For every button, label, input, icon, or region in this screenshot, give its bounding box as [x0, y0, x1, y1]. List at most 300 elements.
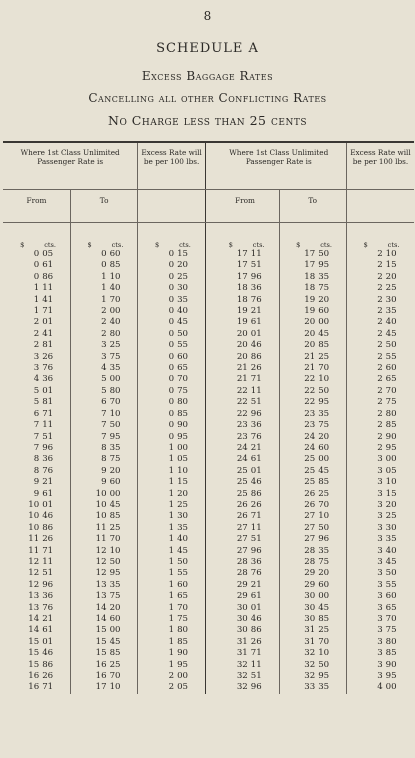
right-from-cents: 01 [250, 465, 262, 476]
right-from-dollars: 29 [236, 579, 248, 590]
left-from-cents: 96 [42, 442, 54, 453]
header-to-left: To [70, 190, 137, 223]
left-excess-cents: 75 [177, 614, 188, 624]
left-from-dollars: 10 [28, 522, 40, 533]
left-from-dollars: 16 [28, 671, 40, 682]
left-to-cents: 35 [109, 363, 121, 374]
right-from-cents: 61 [250, 317, 262, 328]
left-to-cents: 45 [109, 636, 121, 647]
left-excess-cents: 95 [177, 659, 188, 670]
right-from-cents: 36 [250, 283, 262, 294]
right-from-dollars: 26 [236, 511, 248, 522]
right-excess-dollars: 3 [377, 488, 383, 499]
right-from-cents: 01 [250, 328, 262, 339]
right-to-dollars: 30 [304, 602, 316, 613]
header-to-right: To [279, 190, 346, 223]
right-from-cents: 61 [250, 454, 262, 465]
left-from-dollars: 1 [33, 306, 40, 317]
left-to-cents: 00 [109, 625, 121, 636]
right-to-cents: 10 [318, 648, 330, 659]
right-to-cents: 00 [318, 317, 330, 328]
right-excess-cents: 15 [385, 488, 397, 499]
right-to-cents: 70 [318, 636, 330, 647]
right-to-cents: 35 [318, 271, 330, 282]
right-from-dollars: 25 [236, 488, 248, 499]
left-from-cents: 21 [42, 477, 54, 488]
right-to-cents: 25 [318, 625, 330, 636]
left-from-dollars: 12 [28, 556, 40, 567]
right-from-cents: 11 [250, 659, 262, 670]
left-from-dollars: 8 [33, 465, 40, 476]
left-to-dollars: 1 [101, 283, 107, 294]
right-to-dollars: 20 [304, 340, 316, 351]
left-excess-cents: 25 [177, 271, 188, 282]
right-excess-dollars: 2 [377, 283, 383, 294]
left-from-dollars: 1 [33, 294, 40, 305]
right-from-dollars: 17 [236, 260, 248, 271]
right-from-dollars: 28 [236, 568, 248, 579]
right-excess-dollars: 2 [377, 340, 383, 351]
right-excess-dollars: 3 [377, 522, 383, 533]
left-from-cents: 51 [42, 568, 54, 579]
right-excess-cents: 40 [385, 317, 397, 328]
left-excess-dollars: 0 [168, 363, 175, 374]
right-to-cents: 95 [318, 260, 330, 271]
left-excess-cents: 00 [177, 442, 188, 453]
table-row [3, 625, 414, 636]
right-excess-dollars: 2 [377, 363, 383, 374]
right-to-dollars: 21 [304, 351, 316, 362]
table-row [3, 272, 414, 283]
left-from-dollars: 0 [33, 249, 40, 259]
right-to-cents: 85 [318, 614, 330, 624]
right-to-cents: 50 [318, 522, 330, 533]
right-from-dollars: 21 [236, 363, 248, 374]
table-row [3, 557, 414, 568]
table-row [3, 614, 414, 625]
left-to-dollars: 16 [95, 671, 107, 682]
right-excess-cents: 95 [385, 671, 397, 682]
table-row [3, 637, 414, 648]
right-from-dollars: 19 [236, 317, 248, 328]
right-excess-cents: 60 [385, 591, 397, 602]
left-from-dollars: 0 [33, 260, 40, 271]
left-to-dollars: 12 [95, 568, 107, 579]
right-excess-dollars: 3 [377, 614, 383, 624]
right-to-dollars: 31 [304, 636, 316, 647]
right-excess-cents: 65 [385, 602, 397, 613]
right-excess-cents: 75 [385, 625, 397, 636]
table-row [3, 489, 414, 500]
left-excess-dollars: 0 [168, 294, 175, 305]
table-row [3, 386, 414, 397]
right-to-dollars: 24 [304, 431, 316, 442]
right-excess-cents: 35 [385, 534, 397, 545]
right-excess-dollars: 3 [377, 556, 383, 567]
left-excess-dollars: 0 [168, 340, 175, 351]
right-excess-cents: 30 [385, 294, 397, 305]
subtitle-no-charge: No Charge less than 25 cents [108, 113, 307, 128]
left-excess-dollars: 1 [168, 465, 175, 476]
left-from-cents: 86 [42, 659, 54, 670]
right-excess-dollars: 3 [377, 511, 383, 522]
left-excess-dollars: 1 [168, 591, 175, 602]
left-to-cents: 00 [109, 306, 121, 317]
right-from-dollars: 29 [236, 591, 248, 602]
right-from-cents: 21 [250, 306, 262, 317]
left-from-cents: 26 [42, 671, 54, 682]
right-excess-dollars: 2 [377, 408, 383, 419]
subtitle-cancelling: Cancelling all other Conflicting Rates [88, 91, 327, 105]
header-passenger-rate-left: Where 1st Class Unlimited Passenger Rate is [3, 142, 138, 190]
header-excess-rate-right: Excess Rate will be per 100 lbs. [346, 142, 414, 190]
left-excess-cents: 00 [177, 671, 188, 682]
right-from-cents: 86 [250, 488, 262, 499]
right-to-dollars: 32 [304, 671, 316, 682]
right-to-cents: 10 [318, 511, 330, 522]
left-to-cents: 60 [109, 614, 121, 624]
left-excess-dollars: 1 [168, 545, 175, 556]
right-excess-dollars: 3 [377, 659, 383, 670]
left-to-dollars: 15 [95, 648, 107, 659]
right-from-cents: 51 [250, 671, 262, 682]
left-from-cents: 81 [42, 340, 54, 351]
right-excess-dollars: 2 [377, 260, 383, 271]
table-row [3, 295, 414, 306]
right-excess-cents: 50 [385, 340, 397, 351]
right-from-dollars: 24 [236, 454, 248, 465]
left-excess-cents: 95 [177, 431, 188, 442]
right-to-dollars: 20 [304, 328, 316, 339]
left-excess-dollars: 0 [168, 283, 175, 294]
header-excess-rate-left: Excess Rate will be per 100 lbs. [138, 142, 205, 190]
left-to-dollars: 7 [101, 420, 107, 431]
right-excess-cents: 65 [385, 374, 397, 385]
left-from-dollars: 3 [33, 363, 40, 374]
left-excess-cents: 45 [177, 545, 188, 556]
right-from-dollars: 19 [236, 306, 248, 317]
right-excess-cents: 30 [385, 522, 397, 533]
right-excess-cents: 80 [385, 636, 397, 647]
left-excess-dollars: 0 [168, 431, 175, 442]
right-from-cents: 76 [250, 568, 262, 579]
right-to-dollars: 28 [304, 545, 316, 556]
right-to-dollars: 24 [304, 442, 316, 453]
left-excess-dollars: 0 [168, 271, 175, 282]
table-row [3, 432, 414, 443]
right-to-cents: 96 [318, 534, 330, 545]
right-excess-cents: 00 [385, 454, 397, 465]
right-from-cents: 71 [250, 511, 262, 522]
right-from-cents: 76 [250, 431, 262, 442]
left-excess-cents: 05 [177, 682, 188, 693]
right-excess-dollars: 3 [377, 579, 383, 590]
left-to-dollars: 2 [101, 328, 107, 339]
right-to-dollars: 17 [304, 260, 316, 271]
left-excess-dollars: 1 [168, 636, 175, 647]
right-excess-dollars: 3 [377, 465, 383, 476]
left-from-cents: 71 [42, 408, 54, 419]
left-excess-cents: 40 [177, 534, 188, 545]
right-excess-dollars: 2 [377, 385, 383, 396]
right-excess-cents: 20 [385, 271, 397, 282]
right-excess-dollars: 4 [377, 682, 383, 693]
right-to-dollars: 22 [304, 397, 316, 408]
right-excess-cents: 90 [385, 659, 397, 670]
right-from-dollars: 20 [236, 340, 248, 351]
right-from-dollars: 18 [236, 294, 248, 305]
table-row [3, 660, 414, 671]
schedule-title: SCHEDULE A [156, 41, 259, 56]
left-from-cents: 41 [42, 294, 54, 305]
right-from-dollars: 27 [236, 522, 248, 533]
table-row [3, 466, 414, 477]
left-from-dollars: 3 [33, 351, 40, 362]
right-to-cents: 95 [318, 397, 330, 408]
table-row [3, 546, 414, 557]
left-from-dollars: 7 [33, 442, 40, 453]
right-from-dollars: 30 [236, 625, 248, 636]
left-from-dollars: 11 [28, 534, 40, 545]
table-row [3, 317, 414, 328]
left-to-dollars: 14 [95, 614, 107, 624]
right-from-cents: 11 [250, 522, 262, 533]
table-row [3, 374, 414, 385]
right-to-dollars: 28 [304, 556, 316, 567]
right-to-dollars: 32 [304, 659, 316, 670]
right-to-dollars: 29 [304, 568, 316, 579]
right-to-cents: 25 [318, 351, 330, 362]
left-excess-dollars: 0 [168, 317, 175, 328]
left-from-dollars: 7 [33, 431, 40, 442]
left-to-dollars: 10 [95, 488, 107, 499]
table-row [3, 409, 414, 420]
left-from-dollars: 14 [28, 614, 40, 624]
table-row [3, 249, 414, 260]
left-excess-dollars: 0 [168, 374, 175, 385]
left-excess-dollars: 1 [168, 442, 175, 453]
right-excess-cents: 15 [385, 260, 397, 271]
right-from-cents: 36 [250, 556, 262, 567]
table-row [3, 283, 414, 294]
right-from-dollars: 25 [236, 465, 248, 476]
left-excess-dollars: 1 [168, 488, 175, 499]
table-row [3, 260, 414, 271]
left-from-dollars: 9 [33, 477, 40, 488]
left-from-cents: 61 [42, 260, 54, 271]
right-to-cents: 00 [318, 454, 330, 465]
right-excess-cents: 40 [385, 545, 397, 556]
left-excess-dollars: 0 [168, 260, 175, 271]
left-to-cents: 75 [109, 591, 121, 602]
left-to-cents: 35 [109, 442, 121, 453]
header-from-left: From [3, 190, 70, 223]
left-excess-cents: 65 [177, 363, 188, 374]
right-from-cents: 11 [250, 385, 262, 396]
left-from-dollars: 12 [28, 568, 40, 579]
right-from-dollars: 32 [236, 659, 248, 670]
left-to-dollars: 0 [101, 260, 107, 271]
left-to-dollars: 7 [101, 408, 107, 419]
right-to-dollars: 31 [304, 625, 316, 636]
left-from-dollars: 1 [33, 283, 40, 294]
right-from-cents: 96 [250, 545, 262, 556]
right-to-cents: 75 [318, 420, 330, 431]
left-to-dollars: 11 [95, 522, 107, 533]
left-from-cents: 61 [42, 488, 54, 499]
right-excess-cents: 05 [385, 465, 397, 476]
right-from-cents: 21 [250, 442, 262, 453]
right-from-dollars: 27 [236, 534, 248, 545]
right-from-cents: 96 [250, 271, 262, 282]
right-excess-dollars: 2 [377, 271, 383, 282]
right-to-dollars: 33 [304, 682, 316, 693]
left-excess-cents: 05 [177, 454, 188, 465]
left-from-cents: 71 [42, 682, 54, 693]
right-excess-dollars: 2 [377, 431, 383, 442]
left-to-dollars: 2 [101, 317, 107, 328]
right-to-cents: 95 [318, 671, 330, 682]
table-row [3, 329, 414, 340]
right-excess-dollars: 2 [377, 420, 383, 431]
right-excess-cents: 10 [385, 477, 397, 488]
right-to-dollars: 20 [304, 317, 316, 328]
left-excess-dollars: 0 [168, 351, 175, 362]
left-from-cents: 36 [42, 591, 54, 602]
right-excess-cents: 90 [385, 431, 397, 442]
left-from-dollars: 6 [33, 408, 40, 419]
left-excess-cents: 50 [177, 328, 188, 339]
table-row [3, 511, 414, 522]
right-to-cents: 45 [318, 602, 330, 613]
right-excess-cents: 55 [385, 579, 397, 590]
left-to-dollars: 7 [101, 431, 107, 442]
left-to-dollars: 1 [101, 271, 107, 282]
right-to-cents: 45 [318, 328, 330, 339]
right-from-dollars: 30 [236, 602, 248, 613]
left-to-dollars: 5 [101, 385, 107, 396]
left-to-cents: 95 [109, 568, 121, 579]
header-excess-blank-right [346, 190, 414, 223]
left-to-dollars: 15 [95, 625, 107, 636]
right-from-cents: 96 [250, 408, 262, 419]
right-to-dollars: 26 [304, 499, 316, 510]
left-to-cents: 70 [109, 397, 121, 408]
left-from-cents: 11 [42, 420, 54, 431]
left-excess-dollars: 1 [168, 579, 175, 590]
header-excess-blank-left [138, 190, 205, 223]
left-to-cents: 45 [109, 499, 121, 510]
left-to-cents: 70 [109, 671, 121, 682]
right-to-dollars: 23 [304, 408, 316, 419]
left-excess-dollars: 0 [168, 408, 175, 419]
left-excess-dollars: 2 [168, 682, 175, 693]
right-excess-cents: 20 [385, 499, 397, 510]
left-excess-dollars: 1 [168, 659, 175, 670]
left-to-cents: 25 [109, 340, 121, 351]
subtitle-excess-baggage: Excess Baggage Rates [141, 69, 274, 83]
right-to-cents: 35 [318, 682, 330, 693]
right-from-cents: 21 [250, 579, 262, 590]
right-to-dollars: 30 [304, 614, 316, 624]
right-excess-cents: 95 [385, 442, 397, 453]
right-to-dollars: 18 [304, 283, 316, 294]
right-from-cents: 51 [250, 260, 262, 271]
table-row [3, 682, 414, 693]
right-excess-dollars: 2 [377, 397, 383, 408]
left-excess-dollars: 1 [168, 477, 175, 488]
rate-table [3, 141, 414, 694]
right-from-cents: 96 [250, 682, 262, 693]
right-excess-dollars: 2 [377, 249, 383, 259]
right-to-cents: 45 [318, 465, 330, 476]
left-from-dollars: 2 [33, 328, 40, 339]
left-from-cents: 05 [42, 249, 54, 259]
right-from-dollars: 20 [236, 328, 248, 339]
left-to-cents: 85 [109, 260, 121, 271]
right-from-cents: 61 [250, 591, 262, 602]
left-from-dollars: 15 [28, 659, 40, 670]
left-excess-cents: 50 [177, 556, 188, 567]
right-from-cents: 11 [250, 249, 262, 259]
left-from-cents: 81 [42, 397, 54, 408]
right-from-dollars: 24 [236, 442, 248, 453]
right-excess-cents: 70 [385, 385, 397, 396]
left-to-cents: 40 [109, 283, 121, 294]
left-excess-cents: 20 [177, 488, 188, 499]
left-excess-cents: 35 [177, 522, 188, 533]
table-row [3, 454, 414, 465]
left-to-dollars: 9 [101, 477, 107, 488]
right-from-dollars: 18 [236, 283, 248, 294]
table-row [3, 443, 414, 454]
right-from-dollars: 32 [236, 682, 248, 693]
left-to-cents: 10 [109, 271, 121, 282]
right-excess-dollars: 2 [377, 328, 383, 339]
right-to-dollars: 25 [304, 465, 316, 476]
right-to-dollars: 29 [304, 579, 316, 590]
right-to-cents: 85 [318, 340, 330, 351]
right-excess-cents: 80 [385, 408, 397, 419]
right-to-dollars: 17 [304, 249, 316, 259]
left-from-cents: 01 [42, 317, 54, 328]
left-to-cents: 35 [109, 579, 121, 590]
right-excess-cents: 70 [385, 614, 397, 624]
right-from-cents: 76 [250, 294, 262, 305]
units-row: $ cts. $ cts. $ cts. $ cts. $ cts. $ cts. [3, 223, 414, 250]
left-excess-cents: 70 [177, 602, 188, 613]
table-row [3, 340, 414, 351]
right-to-cents: 20 [318, 294, 330, 305]
right-to-cents: 35 [318, 545, 330, 556]
table-row [3, 500, 414, 511]
left-excess-cents: 85 [177, 636, 188, 647]
right-excess-dollars: 3 [377, 671, 383, 682]
table-row [3, 397, 414, 408]
left-from-dollars: 5 [33, 385, 40, 396]
left-from-dollars: 9 [33, 488, 40, 499]
right-excess-cents: 10 [385, 249, 397, 259]
table-row [3, 420, 414, 431]
left-to-dollars: 1 [101, 294, 107, 305]
left-from-cents: 86 [42, 271, 54, 282]
left-excess-dollars: 1 [168, 602, 175, 613]
left-excess-dollars: 1 [168, 625, 175, 636]
left-excess-cents: 10 [177, 465, 188, 476]
right-from-dollars: 20 [236, 351, 248, 362]
left-excess-cents: 25 [177, 499, 188, 510]
left-from-cents: 21 [42, 614, 54, 624]
